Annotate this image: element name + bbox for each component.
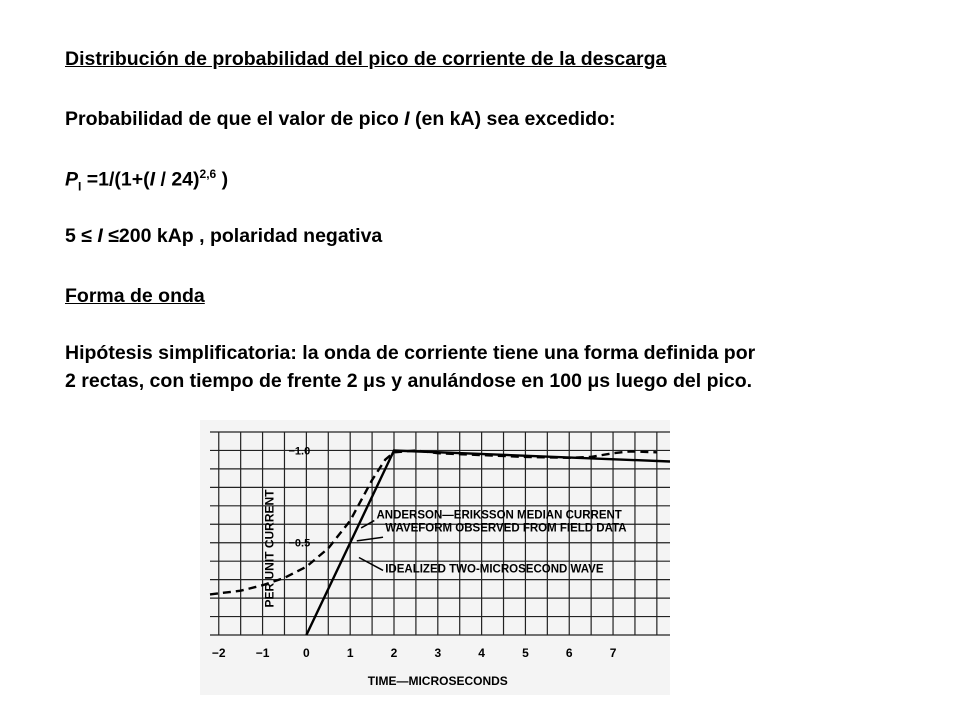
prob-intro-variable: I — [404, 108, 410, 130]
probability-formula — [65, 167, 228, 193]
x-axis-label: TIME—MICROSECONDS — [367, 674, 508, 688]
formula-exponent: 2,6 — [199, 167, 217, 181]
hypothesis-line-2 — [65, 370, 752, 393]
x-tick-label: 7 — [609, 646, 617, 660]
x-tick-label: 3 — [434, 646, 442, 660]
range-text-b: ≤200 kAp , polaridad negativa — [102, 225, 383, 247]
current-range — [65, 225, 382, 248]
hypothesis-text-1: Hipótesis simplificatoria: la onda de corriente tiene una forma definida por — [65, 342, 756, 364]
y-tick-label: −1.0 — [288, 445, 311, 458]
waveform-chart — [200, 420, 670, 695]
formula-part-1: =1/(1+( — [81, 168, 150, 191]
x-tick-label: 4 — [478, 646, 485, 660]
chart-annotation: IDEALIZED TWO-MICROSECOND WAVE — [385, 563, 604, 576]
formula-part-2: / 24) — [155, 168, 200, 191]
chart-annotation: WAVEFORM OBSERVED FROM FIELD DATA — [385, 522, 627, 535]
x-tick-label: −2 — [211, 646, 226, 660]
hypothesis-line-1 — [65, 342, 755, 365]
y-tick-label: −0.5 — [288, 537, 311, 550]
annotation-arrow — [359, 557, 383, 570]
y-axis-label: PER UNIT CURRENT — [262, 489, 277, 608]
probability-intro — [65, 108, 615, 131]
range-text-a: 5 ≤ — [65, 225, 98, 247]
prob-intro-text-a: Probabilidad de que el valor de pico — [65, 108, 405, 130]
chart-annotation: ANDERSON—ERIKSSON MEDIAN CURRENT — [376, 509, 622, 522]
annotation-arrow — [357, 537, 383, 541]
range-variable: I — [97, 225, 103, 247]
heading-probability-text: Distribución de probabilidad del pico de corriente de la descarga — [65, 48, 667, 70]
heading-waveform-text: Forma de onda — [65, 285, 205, 307]
x-tick-label: 5 — [522, 646, 529, 660]
formula-end: ) — [216, 168, 229, 191]
prob-intro-text-b: (en kA) sea excedido: — [409, 108, 616, 130]
x-tick-label: −1 — [255, 646, 270, 660]
formula-p: P — [65, 168, 79, 191]
formula-subscript: I — [78, 179, 82, 194]
x-tick-label: 6 — [565, 646, 573, 660]
hypothesis-text-2: 2 rectas, con tiempo de frente 2 μs y anulándose en 100 μs luego del pico. — [65, 370, 753, 392]
x-tick-label: 1 — [346, 646, 354, 660]
formula-variable: I — [149, 168, 156, 191]
heading-waveform — [65, 285, 205, 308]
x-tick-label: 2 — [390, 646, 398, 660]
heading-probability-distribution — [65, 48, 666, 71]
x-tick-label: 0 — [303, 646, 310, 660]
